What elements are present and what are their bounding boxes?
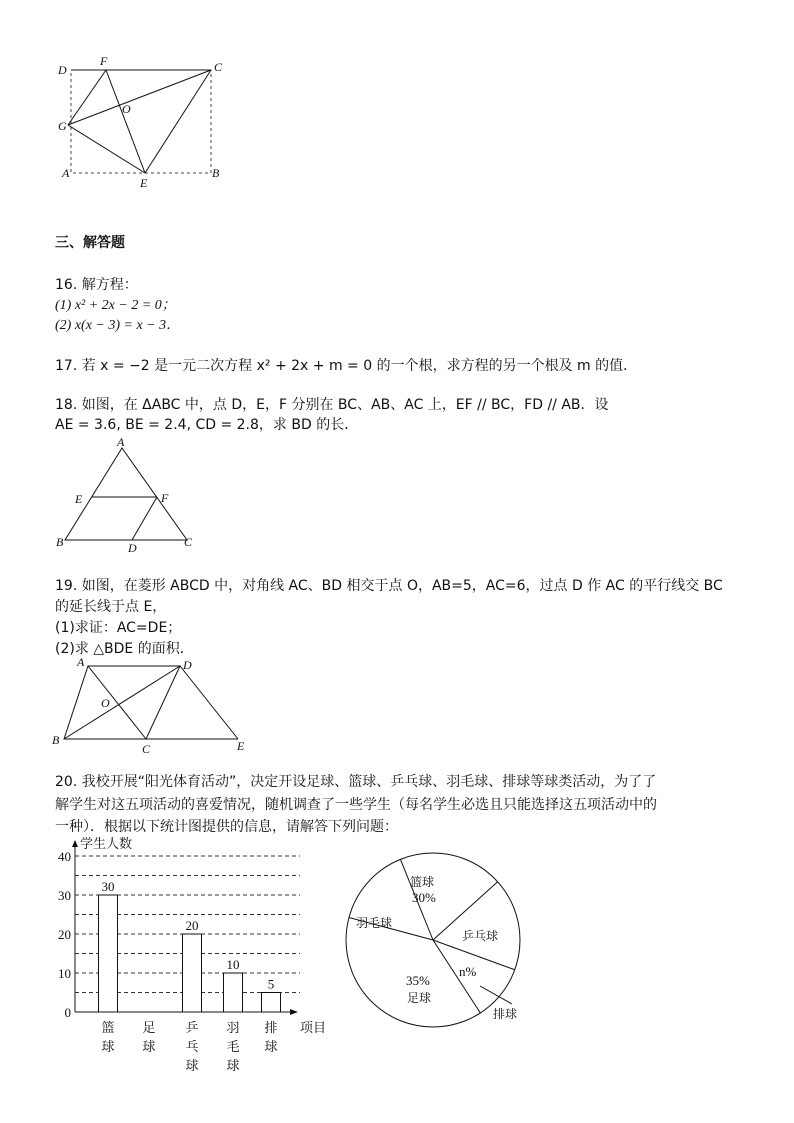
q18-line2: AE = 3.6, BE = 2.4, CD = 2.8，求 BD 的长． [55,417,359,433]
bar-value-label: 20 [185,918,199,933]
label-e: E [140,176,148,190]
figure-q19 [50,655,260,755]
q20-line3: 一种）．根据以下统计图提供的信息，请解答下列问题： [55,819,398,835]
dashed-rectangle [71,70,211,173]
pie-pct-basketball: 30% [412,890,436,905]
y-tick-label: 10 [58,966,71,981]
y-axis-arrow [72,840,78,847]
q20-line1: 20. 我校开展“阳光体育活动”，决定开设足球、篮球、乒乓球、羽毛球、排球等球类活动，为了了 [55,774,657,790]
category-label: 羽 [226,1021,240,1036]
bar [183,934,202,1012]
category-label: 球 [264,1040,278,1055]
q19-line2: 的延长线于点 E， [55,599,167,615]
figure-q15 [50,55,230,195]
label-f: F [161,491,169,505]
pie-label-football: 足球 [407,991,432,1005]
q19-part2: (2)求 △BDE 的面积． [55,641,194,657]
label-a: A [62,166,70,180]
segment-gc [68,70,211,125]
pie-pct-football: 35% [406,973,430,988]
category-label: 球 [226,1059,240,1074]
label-a: A [77,655,85,669]
label-b: B [212,166,220,180]
diagonal-ac [88,666,146,739]
category-label: 乒 [185,1021,199,1036]
category-label: 球 [185,1059,199,1074]
pie-label-basketball: 篮球 [410,875,435,889]
segment-ge [68,125,145,173]
label-c: C [142,742,151,755]
triangle-abc [65,448,187,540]
y-tick-label: 20 [58,927,71,942]
segment-ec [145,70,211,173]
q17-text: 17. 若 x = −2 是一元二次方程 x² + 2x + m = 0 的一个根，求方程的另一个根及 m 的值． [55,358,638,374]
bar [224,973,243,1012]
pie-label-volleyball: 排球 [493,1007,518,1021]
y-tick-label: 30 [58,888,71,903]
y-tick-label: 0 [64,1005,71,1020]
q16-part2: (2) x(x − 3) = x − 3． [55,318,181,333]
category-label: 球 [142,1040,156,1055]
bar-value-label: 5 [267,976,275,992]
figure-q18 [52,436,202,556]
section-title: 三、解答题 [55,235,125,251]
label-o: O [101,696,110,710]
bar-value-label: 10 [226,957,240,972]
q16-part1: (1) x² + 2x − 2 = 0； [55,298,176,313]
label-d: D [183,658,192,672]
label-o: O [122,102,131,116]
q19-part1: (1)求证：AC=DE； [55,620,182,636]
q20-line2: 解学生对这五项活动的喜爱情况，随机调查了一些学生（每名学生必选且只能选择这五项活动中的 [55,797,657,813]
x-axis-arrow [290,1009,298,1015]
category-label: 排 [264,1021,278,1036]
x-axis-label: 项目 [300,1021,327,1036]
bar [99,895,118,1012]
label-c: C [214,60,223,74]
segment-fe [106,70,145,173]
bar-chart [50,835,340,1080]
pie-label-badminton: 羽毛球 [356,916,393,930]
segment-fg [68,70,106,125]
label-g: G [58,119,67,133]
bar-value-label: 30 [101,879,115,894]
pie-pct-volleyball: n% [459,964,477,979]
label-b: B [52,733,60,747]
category-label: 毛 [226,1040,240,1055]
label-b: B [56,535,64,549]
category-label: 球 [101,1040,115,1055]
q16-stem: 16. 解方程： [55,277,138,293]
label-c: C [184,535,193,549]
label-e: E [75,492,83,506]
category-label: 足 [142,1021,156,1036]
segment-de [180,666,238,739]
label-f: F [100,55,108,68]
label-e: E [237,739,245,753]
y-tick-label: 40 [58,849,71,864]
y-axis-label: 学生人数 [80,837,133,852]
bar [262,993,281,1013]
pie-chart [340,848,540,1038]
segment-fd [132,497,157,540]
label-a: A [117,436,125,449]
pie-label-pingpong: 乒乓球 [462,929,499,943]
label-d: D [128,541,137,555]
label-d: D [58,63,67,77]
category-label: 篮 [101,1021,115,1036]
q19-line1: 19. 如图，在菱形 ABCD 中，对角线 AC、BD 相交于点 O，AB=5，AC=6，过点 D 作 AC 的平行线交 BC [55,578,723,594]
category-label: 乓 [185,1040,199,1055]
q18-line1: 18. 如图，在 ΔABC 中，点 D，E，F 分别在 BC、AB、AC 上，EF // BC，FD // AB．设 [55,397,609,413]
